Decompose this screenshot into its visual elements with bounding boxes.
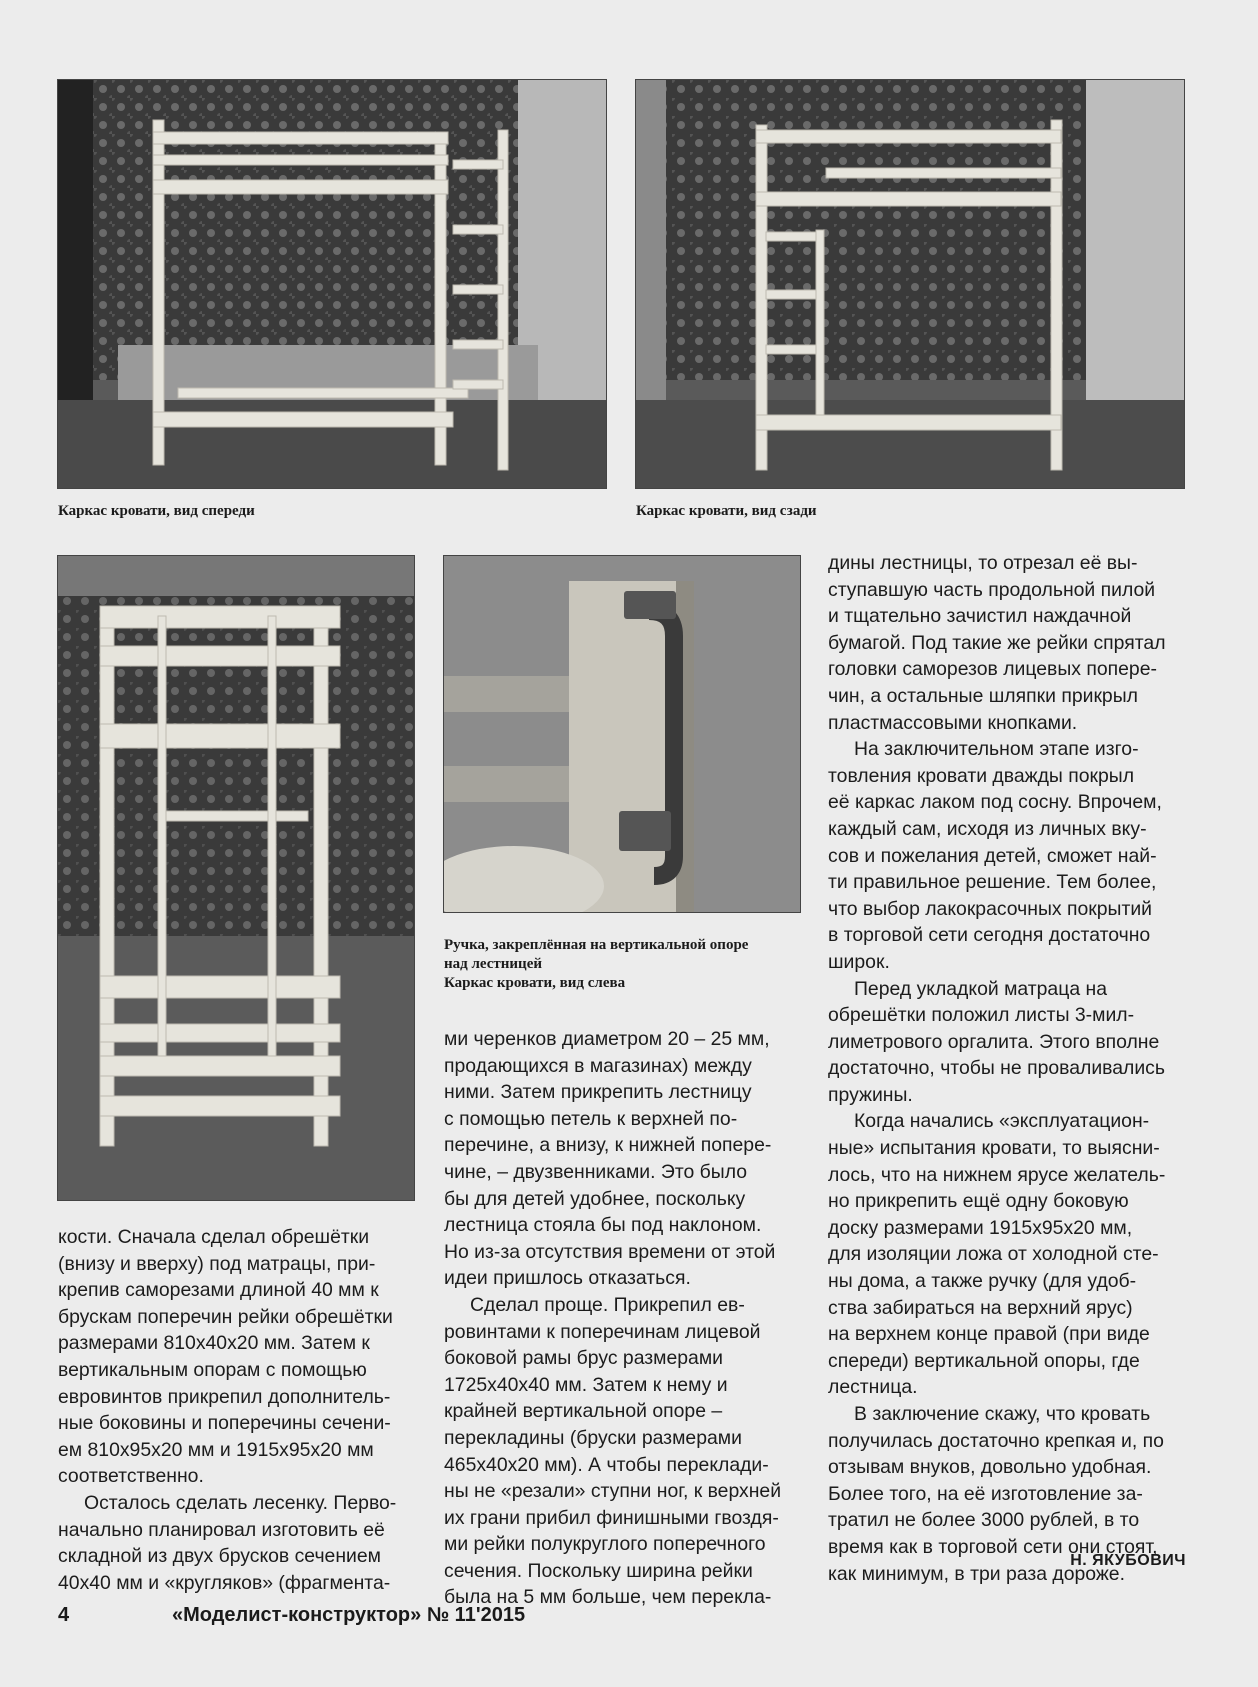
col3-para2 [828, 736, 1186, 975]
col3-para1 [828, 550, 1186, 736]
text-line: ны дома, а также ручку (для удоб- [828, 1270, 1137, 1293]
text-line: сов и пожелания детей, сможет най- [828, 844, 1157, 867]
text-line: на верхнем конце правой (при виде [828, 1323, 1150, 1346]
text-line: перекладины (бруски размерами [444, 1426, 742, 1449]
text-line: продающихся в магазинах) между [444, 1054, 752, 1077]
text-line: каждый сам, исходя из личных вку- [828, 817, 1147, 840]
author-signature: Н. ЯКУБОВИЧ [1070, 1552, 1186, 1569]
text-line: как минимум, в три раза дороже. [828, 1562, 1125, 1585]
text-line: Когда начались «эксплуатацион- [854, 1110, 1150, 1133]
text-line: В заключение скажу, что кровать [854, 1403, 1151, 1425]
text-line: Сделал проще. Прикрепил ев- [470, 1293, 745, 1316]
col2-para2 [444, 1292, 800, 1611]
text-line: лось, что на нижнем ярусе желатель- [828, 1163, 1166, 1186]
text-line: отзывам внуков, довольно удобная. [828, 1456, 1152, 1479]
text-line: кости. Сначала сделал обрешётки [58, 1226, 370, 1248]
col3-para4 [828, 1108, 1186, 1401]
text-line: 1725х40х40 мм. Затем к нему и [444, 1373, 728, 1396]
text-line: 465х40х20 мм). А чтобы переклади- [444, 1453, 769, 1476]
text-line: обрешётки положил листы 3-мил- [828, 1004, 1135, 1027]
text-line: ные боковины и поперечины сечени- [58, 1412, 391, 1435]
text-line: соответственно. [58, 1465, 204, 1488]
text-line: товления кровати дважды покрыл [828, 764, 1135, 787]
text-line: вертикальным опорам с помощью [58, 1358, 367, 1381]
photo-bed-back-view [636, 80, 1184, 488]
text-line: лиметрового оргалита. Этого вполне [828, 1030, 1160, 1053]
text-line: но прикрепить ещё одну боковую [828, 1190, 1129, 1213]
text-line: Осталось сделать лесенку. Перво- [84, 1491, 397, 1514]
text-line: время как в торговой сети они стоят, [828, 1535, 1158, 1558]
text-line: ровинтами к поперечинам лицевой [444, 1320, 761, 1343]
text-line: и тщательно зачистил наждачной [828, 605, 1132, 628]
caption-handle-line1: Ручка, закреплённая на вертикальной опоре [444, 937, 749, 953]
text-line: бумагой. Под такие же рейки спрятал [828, 631, 1166, 654]
text-line: размерами 810х40х20 мм. Затем к [58, 1332, 370, 1355]
text-line: ми черенков диаметром 20 – 25 мм, [444, 1028, 770, 1050]
text-line: ними. Затем прикрепить лестницу [444, 1081, 752, 1104]
text-line: идеи пришлось отказаться. [444, 1267, 691, 1290]
text-line: была на 5 мм больше, чем перекла- [444, 1586, 772, 1609]
text-line: чин, а остальные шляпки прикрыл [828, 684, 1138, 707]
text-line: Но из-за отсутствия времени от этой [444, 1240, 776, 1263]
text-line: пластмассовыми кнопками. [828, 711, 1078, 734]
text-line: ства забираться на верхний ярус) [828, 1296, 1133, 1319]
text-line: ные» испытания кровати, то выясни- [828, 1137, 1160, 1160]
text-line: ем 810х95х20 мм и 1915х95х20 мм [58, 1438, 374, 1461]
text-line: лестница. [828, 1376, 918, 1399]
text-line: брускам поперечин рейки обрешётки [58, 1305, 393, 1328]
text-line: головки саморезов лицевых попере- [828, 658, 1157, 681]
text-line: пружины. [828, 1083, 913, 1106]
col1-para2 [58, 1490, 414, 1596]
caption-back-view: Каркас кровати, вид сзади [636, 503, 817, 519]
text-line: сечения. Поскольку ширина рейки [444, 1559, 753, 1582]
text-line: ны не «резали» ступни ног, к верхней [444, 1480, 782, 1503]
text-line: широк. [828, 950, 890, 973]
text-column-2 [444, 1026, 800, 1611]
text-line: ми рейки полукруглого поперечного [444, 1533, 766, 1556]
caption-handle-line2: над лестницей [444, 956, 542, 972]
photo-bed-front-view [58, 80, 606, 488]
text-line: Более того, на её изготовление за- [828, 1482, 1143, 1505]
text-line: 40х40 мм и «кругляков» (фрагмента- [58, 1571, 391, 1594]
col2-para1 [444, 1026, 800, 1292]
text-line: что выбор лакокрасочных покрытий [828, 897, 1153, 920]
text-line: На заключительном этапе изго- [854, 738, 1139, 761]
text-line: ти правильное решение. Тем более, [828, 871, 1157, 894]
col1-para1 [58, 1224, 414, 1490]
text-line: с помощью петель к верхней по- [444, 1107, 738, 1130]
text-line: дины лестницы, то отрезал её вы- [828, 552, 1138, 574]
caption-left-view: Каркас кровати, вид слева [444, 975, 626, 991]
text-line: её каркас лаком под сосну. Впрочем, [828, 791, 1162, 814]
caption-front-view: Каркас кровати, вид спереди [58, 503, 255, 519]
text-line: ступавшую часть продольной пилой [828, 578, 1156, 601]
text-line: бы для детей удобнее, поскольку [444, 1187, 746, 1210]
page-number: 4 [58, 1604, 70, 1626]
text-line: начально планировал изготовить её [58, 1518, 385, 1541]
bed-back-illustration [636, 80, 1184, 488]
text-line: их грани прибил финишными гвоздя- [444, 1506, 779, 1529]
photo-bed-left-view [58, 556, 414, 1200]
bed-left-illustration [58, 556, 414, 1200]
bed-front-illustration [58, 80, 606, 488]
text-line: боковой рамы брус размерами [444, 1347, 724, 1370]
text-line: достаточно, чтобы не проваливались [828, 1057, 1165, 1080]
handle-illustration [444, 556, 800, 912]
text-line: чине, – двузвенниками. Это было [444, 1160, 748, 1183]
text-line: (внизу и вверху) под матрацы, при- [58, 1252, 376, 1275]
text-line: перечине, а внизу, к нижней попере- [444, 1134, 772, 1157]
text-line: Перед укладкой матраца на [854, 977, 1107, 1000]
text-line: для изоляции ложа от холодной сте- [828, 1243, 1159, 1266]
text-column-3 [828, 550, 1186, 1587]
text-line: крепив саморезами длиной 40 мм к [58, 1279, 379, 1302]
text-line: спереди) вертикальной опоры, где [828, 1349, 1140, 1372]
caption-handle [444, 936, 748, 993]
text-column-1 [58, 1224, 414, 1596]
text-line: получилась достаточно крепкая и, по [828, 1429, 1164, 1452]
text-line: лестница стояла бы под наклоном. [444, 1214, 762, 1237]
text-line: крайней вертикальной опоре – [444, 1400, 723, 1423]
text-line: тратил не более 3000 рублей, в то [828, 1509, 1140, 1532]
magazine-issue: «Моделист-конструктор» № 11'2015 [172, 1604, 526, 1626]
text-line: доску размерами 1915х95х20 мм, [828, 1216, 1133, 1239]
text-line: в торговой сети сегодня достаточно [828, 924, 1151, 947]
photo-handle-closeup [444, 556, 800, 912]
col3-para3 [828, 976, 1186, 1109]
text-line: евровинтов прикрепил дополнитель- [58, 1385, 391, 1408]
text-line: складной из двух брусков сечением [58, 1545, 381, 1568]
